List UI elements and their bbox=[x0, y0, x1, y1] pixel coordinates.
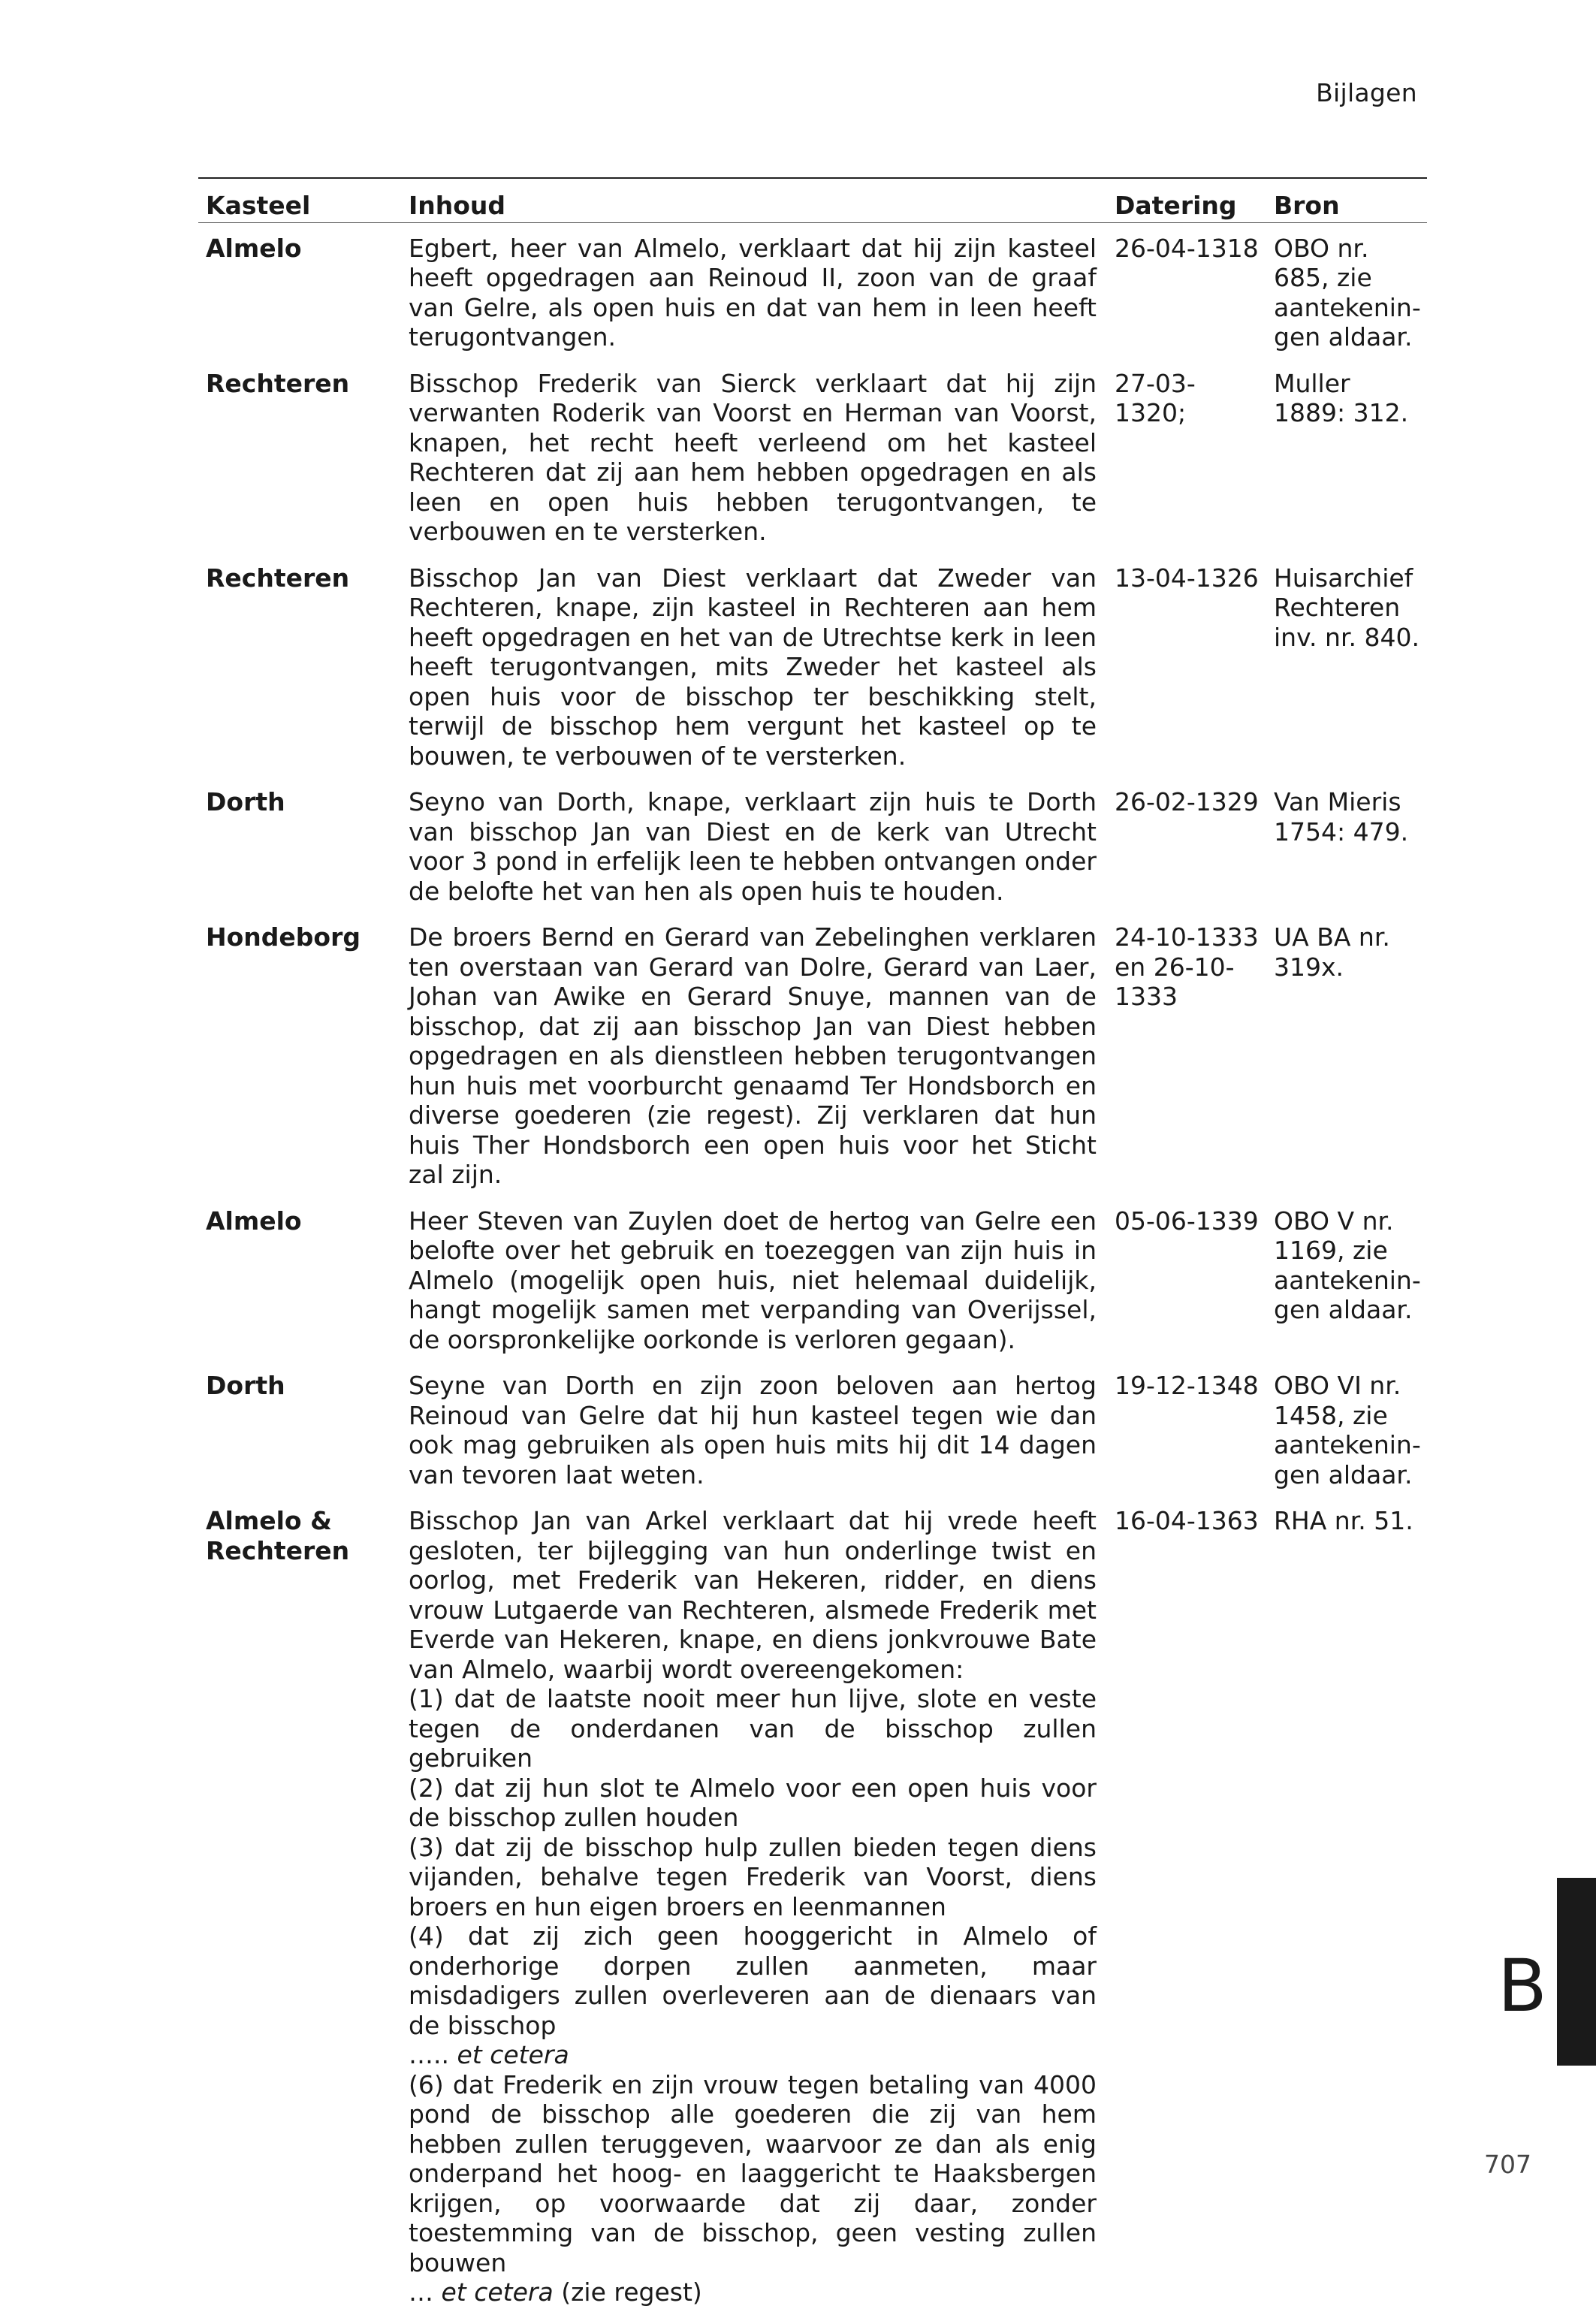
running-head: Bijlagen bbox=[1316, 78, 1417, 107]
source-cell: OBO VI nr. 1458, zie aantekenin-gen aldaar. bbox=[1274, 1371, 1421, 1489]
table-row bbox=[198, 222, 1427, 369]
table-row bbox=[198, 1371, 1427, 1506]
table-row bbox=[198, 369, 1427, 563]
castle-cell: Dorth bbox=[206, 1371, 285, 1400]
content-paragraph: ….. et cetera bbox=[409, 2040, 569, 2069]
date-cell: 13-04-1326 bbox=[1115, 563, 1259, 593]
charters-table bbox=[198, 177, 1427, 2324]
header-inhoud: Inhoud bbox=[409, 191, 506, 220]
castle-cell: Almelo bbox=[206, 1206, 302, 1236]
date-cell: 16-04-1363 bbox=[1115, 1506, 1259, 1535]
castle-cell: Rechteren bbox=[206, 563, 350, 593]
source-cell: OBO V nr. 1169, zie aantekenin-gen aldaar. bbox=[1274, 1206, 1421, 1324]
chapter-tab-letter: B bbox=[1498, 1944, 1547, 2028]
source-cell: Muller 1889: 312. bbox=[1274, 368, 1409, 427]
date-cell: 26-02-1329 bbox=[1115, 787, 1259, 816]
table-row bbox=[198, 563, 1427, 788]
castle-cell: Rechteren bbox=[206, 368, 350, 398]
content-paragraph: (6) dat Frederik en zijn vrouw tegen betaling van 4000 pond de bisschop alle goederen die zij van hem hebben zullen teruggeven, waarvoor ze dan als enig onderpand het hoog- en laaggericht te Haaksbergen krijgen, op voorwaarde dat zij daar, zonder toestemming van de bisschop, geen vesting zullen bouwen bbox=[409, 2069, 1097, 2277]
content-cell: Egbert, heer van Almelo, verklaart dat hij zijn kasteel heeft opgedragen aan Reinoud II, zoon van de graaf van Gelre, als open huis en dat van hem in leen heeft terugontvangen. bbox=[409, 233, 1097, 352]
content-cell: De broers Bernd en Gerard van Zebelinghen verklaren ten overstaan van Gerard van Dolre, Gerard van Laer, Johan van Awike en Gerard Snuye, mannen van de bisschop, dat zij aan bisschop Jan van Diest hebben opgedragen en als dienstleen hebben terugontvangen hun huis met voorburcht genaamd Ter Hondsborch en diverse goederen (zie regest). Zij verklaren dat hun huis Ther Hondsborch een open huis voor het Sticht zal zijn. bbox=[409, 922, 1097, 1189]
content-cell: Heer Steven van Zuylen doet de hertog van Gelre een belofte over het gebruik en toezeggen van zijn huis in Almelo (mogelijk open huis, niet helemaal duidelijk, hangt mogelijk samen met verpanding van Overijssel, de oorspronkelijke oorkonde is verloren gegaan). bbox=[409, 1206, 1097, 1354]
content-paragraph: (1) dat de laatste nooit meer hun lijve, slote en veste tegen de onderdanen van de bisschop zullen gebruiken bbox=[409, 1684, 1097, 1773]
table-row bbox=[198, 787, 1427, 922]
chapter-tab-marker bbox=[1557, 1878, 1596, 2066]
table-header-row bbox=[198, 178, 1427, 222]
table-row bbox=[198, 1206, 1427, 1372]
content-cell bbox=[401, 1506, 1107, 2324]
source-cell: Van Mieris 1754: 479. bbox=[1274, 787, 1409, 847]
date-cell: 27-03-1320; bbox=[1115, 368, 1196, 427]
date-cell: 26-04-1318 bbox=[1115, 233, 1259, 263]
castle-cell: Almelo & Rechteren bbox=[206, 1506, 350, 1565]
content-cell: Bisschop Frederik van Sierck verklaart dat hij zijn verwanten Roderik van Voorst en Herman van Voorst, knapen, het recht heeft verleend om het kasteel Rechteren dat zij aan hem hebben opgedragen en als leen en open huis hebben terugontvangen, te verbouwen en te versterken. bbox=[409, 368, 1097, 546]
date-cell: 19-12-1348 bbox=[1115, 1371, 1259, 1400]
castle-cell: Dorth bbox=[206, 787, 285, 816]
header-kasteel: Kasteel bbox=[206, 191, 311, 220]
content-cell: Seyne van Dorth en zijn zoon beloven aan hertog Reinoud van Gelre dat hij hun kasteel tegen wie dan ook mag gebruiken als open huis mits hij dit 14 dagen van tevoren laat weten. bbox=[409, 1371, 1097, 1489]
source-cell: Huisarchief Rechteren inv. nr. 840. bbox=[1274, 563, 1420, 652]
date-cell: 05-06-1339 bbox=[1115, 1206, 1259, 1236]
source-cell: UA BA nr. 319x. bbox=[1274, 922, 1390, 982]
castle-cell: Hondeborg bbox=[206, 922, 361, 952]
castle-cell: Almelo bbox=[206, 233, 302, 263]
content-paragraph: Bisschop Jan van Arkel verklaart dat hij vrede heeft gesloten, ter bijlegging van hun onderlinge twist en oorlog, met Frederik van Hekeren, ridder, en diens vrouw Lutgaerde van Rechteren, alsmede Frederik met Everde van Hekeren, knape, en diens jonkvrouwe Bate van Almelo, waarbij wordt overeengekomen: bbox=[409, 1506, 1097, 1684]
content-cell: Seyno van Dorth, knape, verklaart zijn huis te Dorth van bisschop Jan van Diest en de kerk van Utrecht voor 3 pond in erfelijk leen te hebben ontvangen onder de belofte het van hen als open huis te houden. bbox=[409, 787, 1097, 906]
table-row bbox=[198, 922, 1427, 1206]
content-paragraph: (3) dat zij de bisschop hulp zullen bieden tegen diens vijanden, behalve tegen Frederik van Voorst, diens broers en hun eigen broers en leenmannen bbox=[409, 1832, 1097, 1921]
date-cell: 24-10-1333 en 26-10-1333 bbox=[1115, 922, 1259, 1011]
header-datering: Datering bbox=[1115, 191, 1237, 220]
source-cell: OBO nr. 685, zie aantekenin-gen aldaar. bbox=[1274, 233, 1421, 352]
content-paragraph: … et cetera (zie regest) bbox=[409, 2277, 702, 2307]
table-row bbox=[198, 1506, 1427, 2324]
header-bron: Bron bbox=[1274, 191, 1340, 220]
content-paragraph: (2) dat zij hun slot te Almelo voor een open huis voor de bisschop zullen houden bbox=[409, 1773, 1097, 1832]
content-paragraph: (4) dat zij zich geen hooggericht in Almelo of onderhorige dorpen zullen aanmeten, maar misdadigers zullen overleveren aan de dienaars van de bisschop bbox=[409, 1921, 1097, 2040]
page-number: 707 bbox=[1484, 2150, 1531, 2179]
source-cell: RHA nr. 51. bbox=[1274, 1506, 1413, 1535]
content-cell: Bisschop Jan van Diest verklaart dat Zweder van Rechteren, knape, zijn kasteel in Rechteren aan hem heeft opgedragen en het van de Utrechtse kerk in leen heeft terugontvangen, mits Zweder het kasteel als open huis voor de bisschop ter beschikking stelt, terwijl de bisschop hem vergunt het kasteel op te bouwen, te verbouwen of te versterken. bbox=[409, 563, 1097, 771]
